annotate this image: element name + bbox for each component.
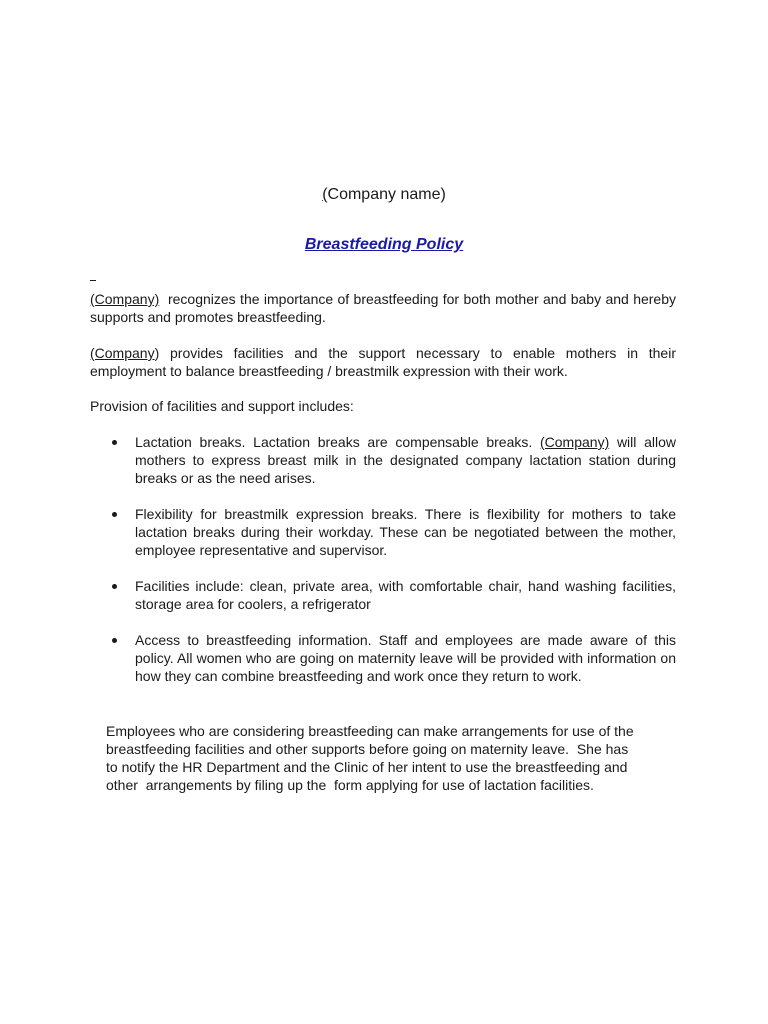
company-heading-paren-open: ( [322, 186, 328, 203]
intro-paragraph-text: recognizes the importance of breastfeeding for both mother and baby and hereby supports and promotes breastfeeding. [90, 291, 680, 325]
bullet-text: Flexibility for breastmilk expression breaks. There is flexibility for mothers to take lactation breaks during their workday. These can be negotiated between the mother, employee representative and supervisor. [135, 506, 676, 558]
company-heading-paren-close: ) [440, 186, 446, 203]
bullet-text: Lactation breaks. Lactation breaks are compensable breaks. [135, 434, 540, 450]
facilities-paragraph-text: ) provides facilities and the support necessary to enable mothers in their employment to balance breastfeeding / breastmilk expression with their work. [90, 345, 676, 379]
closing-line: Employees who are considering breastfeeding can make arrangements for use of the [106, 723, 634, 739]
bullet-dot-icon [112, 584, 117, 589]
company-heading-text: Company name [327, 186, 441, 203]
company-name-heading [0, 186, 768, 204]
bullet-text: Access to breastfeeding information. Staff and employees are made aware of this policy. All women who are going on maternity leave will be provided with information on how they can combine breastfeeding and work once they return to work. [135, 632, 676, 684]
list-item [90, 433, 676, 487]
company-placeholder: (Company) [90, 291, 160, 307]
company-placeholder: (Company [90, 345, 155, 361]
company-placeholder: (Company) [539, 434, 610, 450]
bullet-text: will allow mothers to express breast milk in the designated company lactation station during breaks or as the need arises. [135, 434, 677, 486]
policy-title: Breastfeeding Policy [304, 236, 464, 253]
closing-paragraph [106, 722, 676, 794]
list-item [90, 577, 676, 613]
closing-line: other arrangements by filing up the form applying for use of lactation facilities. [106, 777, 594, 793]
bullet-dot-icon [112, 512, 117, 517]
bullet-dot-icon [112, 440, 117, 445]
facilities-paragraph [90, 344, 676, 380]
list-item [90, 631, 676, 685]
stray-mark [90, 280, 96, 281]
provision-list [90, 433, 676, 685]
list-item [90, 505, 676, 559]
bullet-text: Facilities include: clean, private area, with comfortable chair, hand washing facilities, storage area for coolers, a refrigerator [135, 578, 676, 612]
bullet-dot-icon [112, 638, 117, 643]
closing-line: to notify the HR Department and the Clinic of her intent to use the breastfeeding and [106, 759, 628, 775]
intro-paragraph [90, 290, 680, 326]
closing-line: breastfeeding facilities and other supports before going on maternity leave. She has [106, 741, 629, 757]
provision-paragraph: Provision of facilities and support includes: [90, 398, 354, 414]
